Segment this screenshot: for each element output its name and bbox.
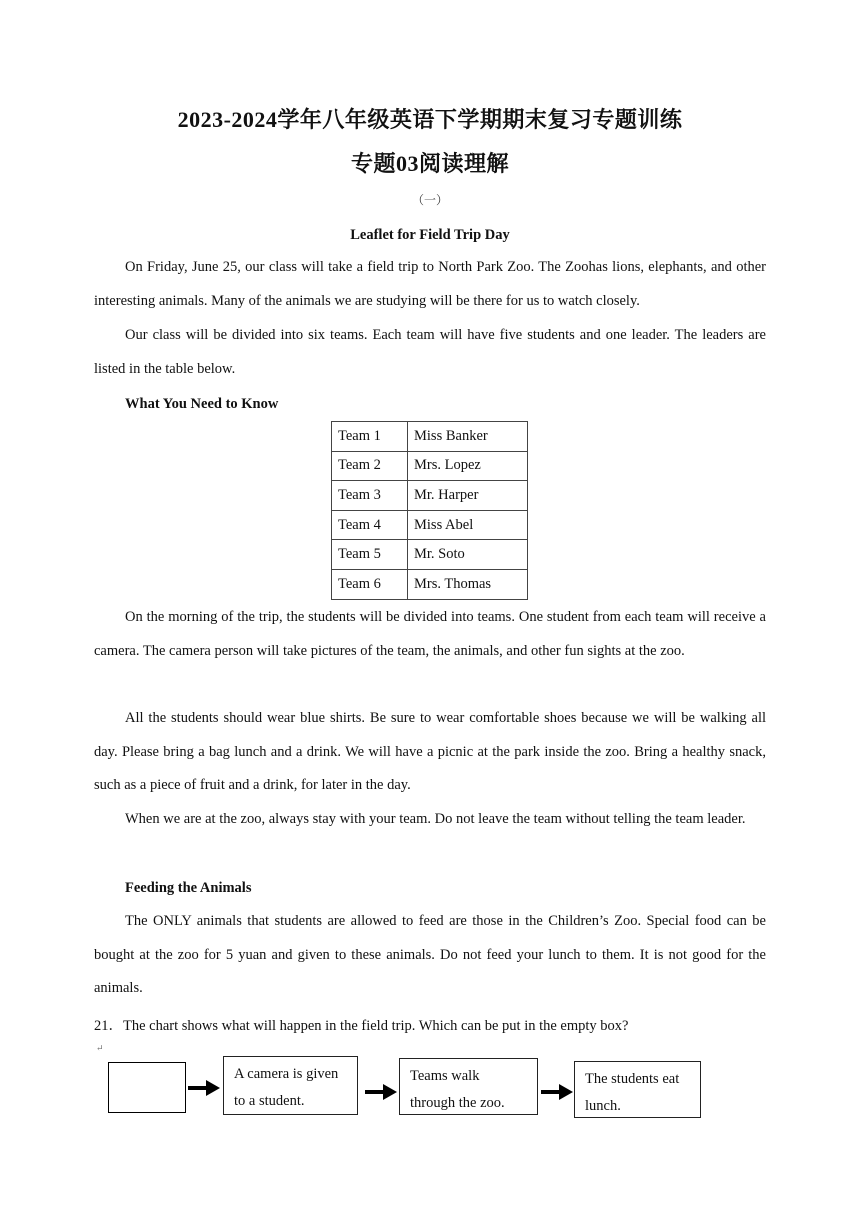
table-row [332, 481, 528, 511]
arrow-right-icon [541, 1084, 573, 1100]
table-row [332, 540, 528, 570]
team-cell: Team 5 [332, 540, 408, 570]
team-cell: Team 1 [332, 422, 408, 452]
paragraph-mark: ↵ [96, 1043, 104, 1053]
leader-cell: Mrs. Lopez [408, 451, 528, 481]
table-row [332, 422, 528, 452]
team-cell: Team 4 [332, 510, 408, 540]
paragraph-2: Our class will be divided into six teams. Each team will have five students and one leader. The leaders are listed in the table below. [94, 327, 766, 377]
table-row [332, 569, 528, 599]
section-marker: （一） [411, 193, 448, 207]
flow-box-walk: Teams walk through the zoo. [399, 1058, 538, 1115]
team-cell: Team 3 [332, 481, 408, 511]
paragraph-5: When we are at the zoo, always stay with your team. Do not leave the team without telling the team leader. [125, 811, 746, 827]
table-row [332, 510, 528, 540]
leader-cell: Miss Abel [408, 510, 528, 540]
leader-cell: Mr. Soto [408, 540, 528, 570]
paragraph-6: The ONLY animals that students are allowed to feed are those in the Children’s Zoo. Special food can be bought at the zoo for 5 yuan and given to these animals. Do not feed your lunch to them. It is not good for the animals. [94, 913, 766, 997]
flow-box-camera: A camera is given to a student. [223, 1056, 358, 1115]
question-21: 21．The chart shows what will happen in the field trip. Which can be put in the empty box? [94, 1018, 629, 1034]
passage-title: Leaflet for Field Trip Day [350, 227, 510, 243]
subheading-feeding: Feeding the Animals [125, 880, 252, 896]
team-cell: Team 6 [332, 569, 408, 599]
flow-box-lunch: The students eat lunch. [574, 1061, 701, 1118]
leader-cell: Mr. Harper [408, 481, 528, 511]
team-leader-table [331, 421, 528, 600]
leader-cell: Miss Banker [408, 422, 528, 452]
arrow-right-icon [365, 1084, 397, 1100]
page-subtitle: 专题03阅读理解 [350, 151, 509, 176]
page-title: 2023-2024学年八年级英语下学期期末复习专题训练 [177, 107, 683, 132]
arrow-right-icon [188, 1080, 220, 1096]
flow-empty-box[interactable] [108, 1062, 186, 1113]
table-row [332, 451, 528, 481]
team-cell: Team 2 [332, 451, 408, 481]
paragraph-1: On Friday, June 25, our class will take a field trip to North Park Zoo. The Zoohas lions, elephants, and other interesting animals. Many of the animals we are studying will be there for us to watch closely. [94, 259, 766, 309]
paragraph-4: All the students should wear blue shirts. Be sure to wear comfortable shoes because we will be walking all day. Please bring a bag lunch and a drink. We will have a picnic at the park inside the zoo. Bring a healthy snack, such as a piece of fruit and a drink, for later in the day. [94, 710, 766, 794]
subheading-what-you-need: What You Need to Know [125, 396, 279, 412]
leader-cell: Mrs. Thomas [408, 569, 528, 599]
paragraph-3: On the morning of the trip, the students will be divided into teams. One student from each team will receive a camera. The camera person will take pictures of the team, the animals, and other fun sights at the zoo. [94, 609, 766, 659]
